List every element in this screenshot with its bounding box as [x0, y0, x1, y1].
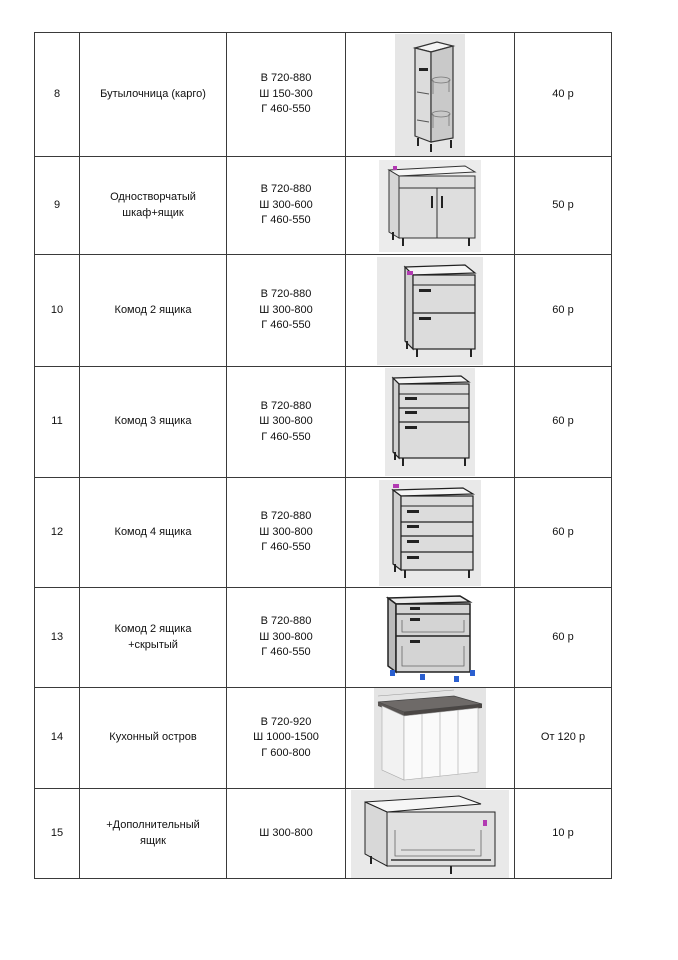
item-name: [80, 255, 227, 367]
item-image-cell: [346, 255, 515, 367]
item-dimensions: [227, 588, 346, 688]
row-number: 11: [35, 367, 80, 478]
dimension-height: В 720-880: [260, 510, 312, 523]
item-name-line: Комод 2 ящика: [114, 623, 192, 635]
item-name-line: Комод 3 ящика: [114, 415, 192, 428]
item-name-line: ящик: [140, 834, 166, 847]
dimension-width: Ш 300-600: [259, 198, 313, 211]
three-drawer-chest-image: [385, 368, 475, 476]
item-image-cell: [346, 478, 515, 588]
item-dimensions: [227, 33, 346, 157]
row-number: 12: [35, 478, 80, 588]
table-row: [35, 157, 612, 255]
item-name: [80, 588, 227, 688]
item-name: [80, 478, 227, 588]
item-price: 10 р: [515, 789, 612, 879]
item-price: 60 р: [515, 255, 612, 367]
item-name-line: Кухонный остров: [109, 731, 197, 744]
dimension-depth: Г 460-550: [261, 541, 311, 554]
dimension-width: Ш 300-800: [259, 630, 313, 643]
item-name: [80, 33, 227, 157]
item-name-line: +Дополнительный: [106, 819, 200, 831]
dimension-width: Ш 300-800: [259, 415, 313, 428]
table-row: [35, 478, 612, 588]
door-drawer-cabinet-image: [379, 160, 481, 252]
dimension-height: В 720-920: [260, 715, 312, 728]
item-price: 60 р: [515, 367, 612, 478]
item-dimensions: [227, 688, 346, 789]
dimension-depth: Г 460-550: [261, 214, 311, 227]
hidden-drawer-chest-image: [380, 590, 480, 686]
dimension-width: Ш 300-800: [259, 826, 313, 839]
table-row: [35, 588, 612, 688]
cargo-cabinet-image: [395, 34, 465, 156]
dimension-depth: Г 460-550: [261, 646, 311, 659]
item-image-cell: [346, 688, 515, 789]
dimension-height: В 720-880: [260, 72, 312, 85]
item-dimensions: [227, 789, 346, 879]
table-row: [35, 688, 612, 789]
dimension-width: Ш 150-300: [259, 87, 313, 100]
two-drawer-chest-image: [377, 257, 483, 365]
item-name: [80, 367, 227, 478]
dimension-height: В 720-880: [260, 399, 312, 412]
table-row: [35, 367, 612, 478]
row-number: 14: [35, 688, 80, 789]
item-price: 40 р: [515, 33, 612, 157]
row-number: 15: [35, 789, 80, 879]
item-name: [80, 789, 227, 879]
item-dimensions: [227, 157, 346, 255]
dimension-width: Ш 300-800: [259, 525, 313, 538]
item-price: 60 р: [515, 478, 612, 588]
table-row: [35, 789, 612, 879]
dimension-depth: Г 460-550: [261, 319, 311, 332]
kitchen-island-image: [374, 688, 486, 788]
row-number: 8: [35, 33, 80, 157]
dimension-depth: Г 460-550: [261, 430, 311, 443]
item-name-line: +скрытый: [128, 638, 178, 651]
dimension-width: Ш 300-800: [259, 303, 313, 316]
item-price: 50 р: [515, 157, 612, 255]
item-name-line: Одностворчатый: [110, 191, 196, 203]
item-price: 60 р: [515, 588, 612, 688]
dimension-depth: Г 460-550: [261, 103, 311, 116]
item-dimensions: [227, 367, 346, 478]
dimension-height: В 720-880: [260, 183, 312, 196]
item-dimensions: [227, 255, 346, 367]
item-image-cell: [346, 33, 515, 157]
table-row: [35, 255, 612, 367]
four-drawer-chest-image: [379, 480, 481, 586]
table-row: [35, 33, 612, 157]
item-name-line: шкаф+ящик: [122, 206, 184, 219]
item-image-cell: [346, 157, 515, 255]
item-name-line: Комод 4 ящика: [114, 525, 192, 538]
item-dimensions: [227, 478, 346, 588]
row-number: 13: [35, 588, 80, 688]
item-name-line: Бутылочница (карго): [100, 87, 206, 100]
item-name: [80, 688, 227, 789]
row-number: 10: [35, 255, 80, 367]
dimension-width: Ш 1000-1500: [253, 731, 319, 744]
dimension-height: В 720-880: [260, 288, 312, 301]
item-image-cell: [346, 367, 515, 478]
item-image-cell: [346, 789, 515, 879]
dimension-height: В 720-880: [260, 615, 312, 628]
item-name: [80, 157, 227, 255]
extra-drawer-image: [351, 790, 509, 878]
row-number: 9: [35, 157, 80, 255]
price-table: [34, 32, 612, 879]
item-image-cell: [346, 588, 515, 688]
item-name-line: Комод 2 ящика: [114, 303, 192, 316]
item-price: От 120 р: [515, 688, 612, 789]
dimension-depth: Г 600-800: [261, 746, 311, 759]
